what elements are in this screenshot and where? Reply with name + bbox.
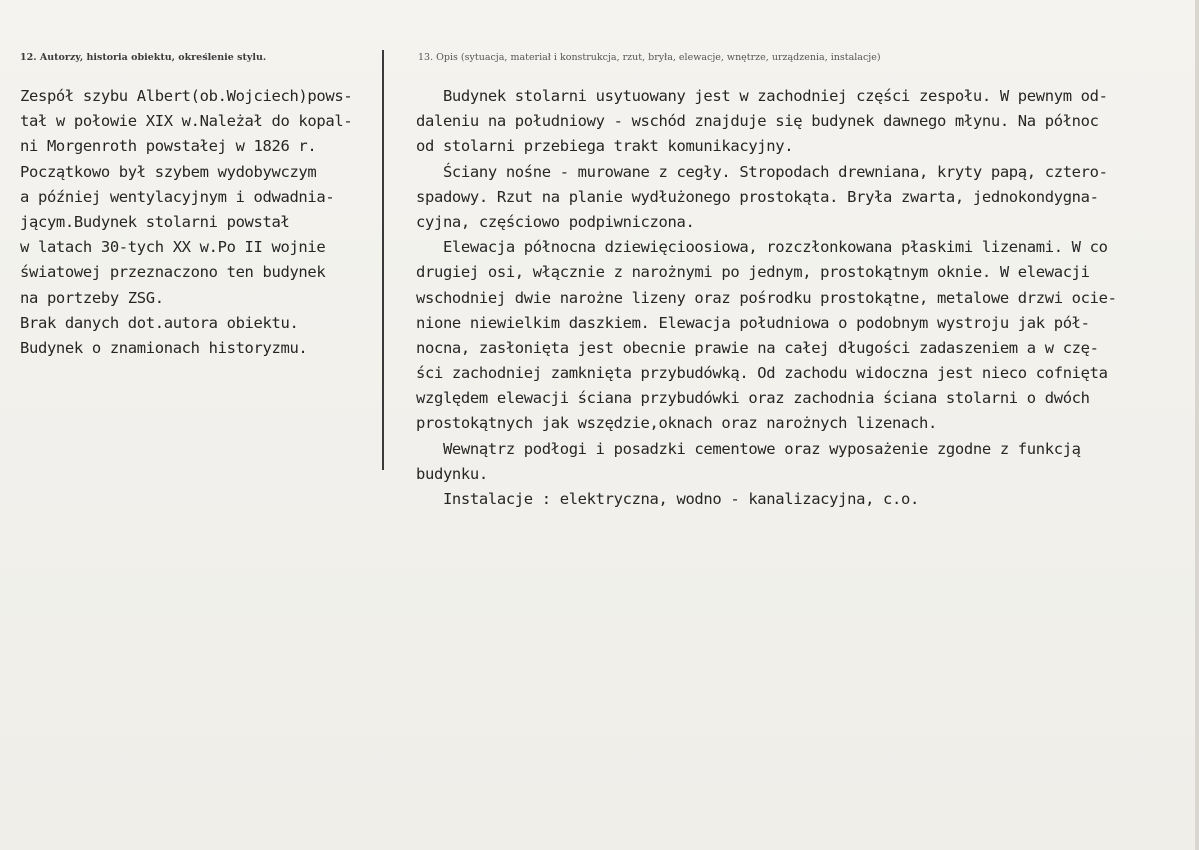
section-12-line: na portzeby ZSG. — [20, 288, 164, 307]
section-13-line: Elewacja północna dziewięcioosiowa, rozczłonkowana płaskimi lizenami. W co — [416, 238, 1108, 257]
section-13-line: Ściany nośne - murowane z cegły. Stropodach drewniana, kryty papą, cztero- — [416, 162, 1108, 181]
section-12-line: Brak danych dot.autora obiektu. — [20, 313, 299, 332]
section-12-line: ni Morgenroth powstałej w 1826 r. — [20, 137, 317, 156]
section-12-line: w latach 30-tych XX w.Po II wojnie — [20, 238, 326, 257]
section-13-line: wschodniej dwie narożne lizeny oraz pośrodku prostokątne, metalowe drzwi ocie- — [416, 288, 1117, 307]
section-13-line: od stolarni przebiega trakt komunikacyjny. — [416, 137, 794, 156]
section-13-line: daleniu na południowy - wschód znajduje się budynek dawnego młynu. Na północ — [416, 112, 1099, 131]
page-edge — [1195, 0, 1199, 850]
section-12-line: światowej przeznaczono ten budynek — [20, 263, 326, 282]
section-12-line: a później wentylacyjnym i odwadnia- — [20, 187, 335, 206]
section-13-heading: 13. Opis (sytuacja, materiał i konstrukcja, rzut, bryła, elewacje, wnętrze, urządzenia, instalacje) — [418, 52, 881, 63]
section-12-text — [20, 84, 392, 361]
section-12-line: Budynek o znamionach historyzmu. — [20, 338, 308, 357]
section-13-line: nocna, zasłonięta jest obecnie prawie na całej długości zadaszeniem a w czę- — [416, 338, 1099, 357]
section-12-line: jącym.Budynek stolarni powstał — [20, 212, 290, 231]
section-13-line: spadowy. Rzut na planie wydłużonego prostokąta. Bryła zwarta, jednokondygna- — [416, 187, 1099, 206]
section-12-line: Zespół szybu Albert(ob.Wojciech)pows- — [20, 87, 353, 105]
section-12-line: tał w połowie XIX w.Należał do kopal- — [20, 112, 353, 131]
section-13-line: nione niewielkim daszkiem. Elewacja południowa o podobnym wystroju jak pół- — [416, 313, 1090, 332]
section-13-text — [416, 84, 1186, 512]
section-13-line: względem elewacji ściana przybudówki oraz zachodnia ściana stolarni o dwóch — [416, 389, 1090, 408]
section-12-heading: 12. Autorzy, historia obiektu, określenie stylu. — [20, 52, 267, 63]
section-13-line: Wewnątrz podłogi i posadzki cementowe oraz wyposażenie zgodne z funkcją — [416, 439, 1081, 458]
section-13-line: drugiej osi, włącznie z narożnymi po jednym, prostokątnym oknie. W elewacji — [416, 263, 1090, 282]
section-13-line: Instalacje : elektryczna, wodno - kanalizacyjna, c.o. — [416, 490, 919, 508]
section-13-line: Budynek stolarni usytuowany jest w zachodniej części zespołu. W pewnym od- — [416, 87, 1108, 105]
section-12-line: Początkowo był szybem wydobywczym — [20, 162, 317, 181]
section-13-line: prostokątnych jak wszędzie,oknach oraz narożnych lizenach. — [416, 414, 937, 433]
section-13-line: ści zachodniej zamknięta przybudówką. Od zachodu widoczna jest nieco cofnięta — [416, 364, 1108, 383]
section-13-line: cyjna, częściowo podpiwniczona. — [416, 212, 695, 231]
section-13-line: budynku. — [416, 464, 488, 483]
